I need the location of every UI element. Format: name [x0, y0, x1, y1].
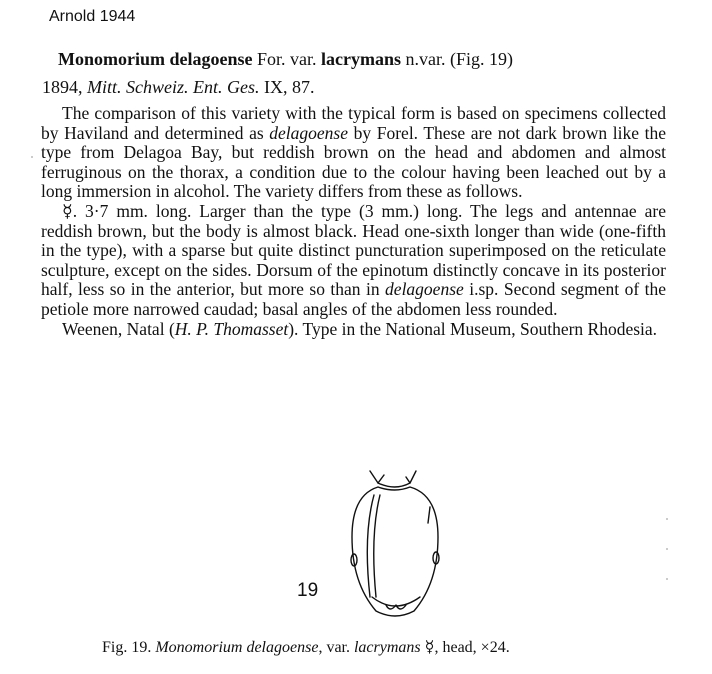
scan-speck — [31, 156, 33, 158]
citation-volume: IX, 87. — [259, 77, 315, 97]
figure-number: 19 — [297, 580, 319, 601]
paragraph-comparison — [41, 104, 666, 202]
collector-name: H. P. Thomasset — [174, 318, 289, 339]
paragraph-worker-description — [41, 202, 666, 320]
citation-journal: Mitt. Schweiz. Ent. Ges. — [87, 77, 260, 97]
caption-prefix: Fig. 19. — [102, 639, 156, 656]
species-author: For. var. — [252, 49, 321, 69]
citation-line — [42, 77, 682, 98]
caption-species: Monomorium delagoense — [155, 639, 319, 656]
species-heading — [58, 49, 698, 70]
paragraph-text: The comparison of this variety with the typical form is based on specimens collected by Haviland and determined as — [41, 103, 666, 143]
scan-speck — [666, 578, 668, 580]
caption-variety: lacrymans — [353, 639, 421, 656]
paragraph-text: i.sp. Second segment of the petiole more narrowed caudad; basal angles of the abdomen less rounded. — [41, 279, 666, 319]
paragraph-locality — [41, 320, 666, 340]
paragraph-text: ). Type in the National Museum, Southern Rhodesia. — [288, 318, 658, 339]
paragraph-text: Weenen, Natal ( — [62, 318, 175, 339]
caption-text: ☿, head, ×24. — [420, 639, 510, 656]
figure-caption — [102, 637, 662, 657]
head-illustration — [330, 465, 460, 635]
paragraph-text: by Forel. These are not dark brown like the type from Delagoa Bay, but reddish brown on the head and abdomen and almost ferruginous on the thorax, a condition due to the colour having been leached out by a long immersion in alcohol. The variety differs from these as follows. — [41, 122, 666, 202]
species-term: delagoense — [269, 122, 349, 143]
citation-year: 1894, — [42, 77, 87, 97]
scan-speck — [666, 518, 668, 520]
source-tag: Arnold 1944 — [49, 8, 136, 25]
caption-text: , var. — [318, 639, 354, 656]
paragraph-text: ☿. 3·7 mm. long. Larger than the type (3 mm.) long. The legs and antennae are reddish brown, but the body is almost black. Head one-sixth longer than wide (one-fifth in the type), with a sparse but quite distinct puncturation superimposed on the reticulate sculpture, except on the sides. Dorsum of the epinotum distinctly concave in its posterior half, less so in the anterior, but more so than in — [41, 200, 666, 300]
variety-status: n.var. (Fig. 19) — [401, 49, 513, 69]
variety-name: lacrymans — [321, 49, 401, 69]
description-body — [41, 104, 666, 339]
scan-speck — [666, 548, 668, 550]
species-name: Monomorium delagoense — [58, 49, 253, 69]
species-term: delagoense — [385, 279, 464, 300]
